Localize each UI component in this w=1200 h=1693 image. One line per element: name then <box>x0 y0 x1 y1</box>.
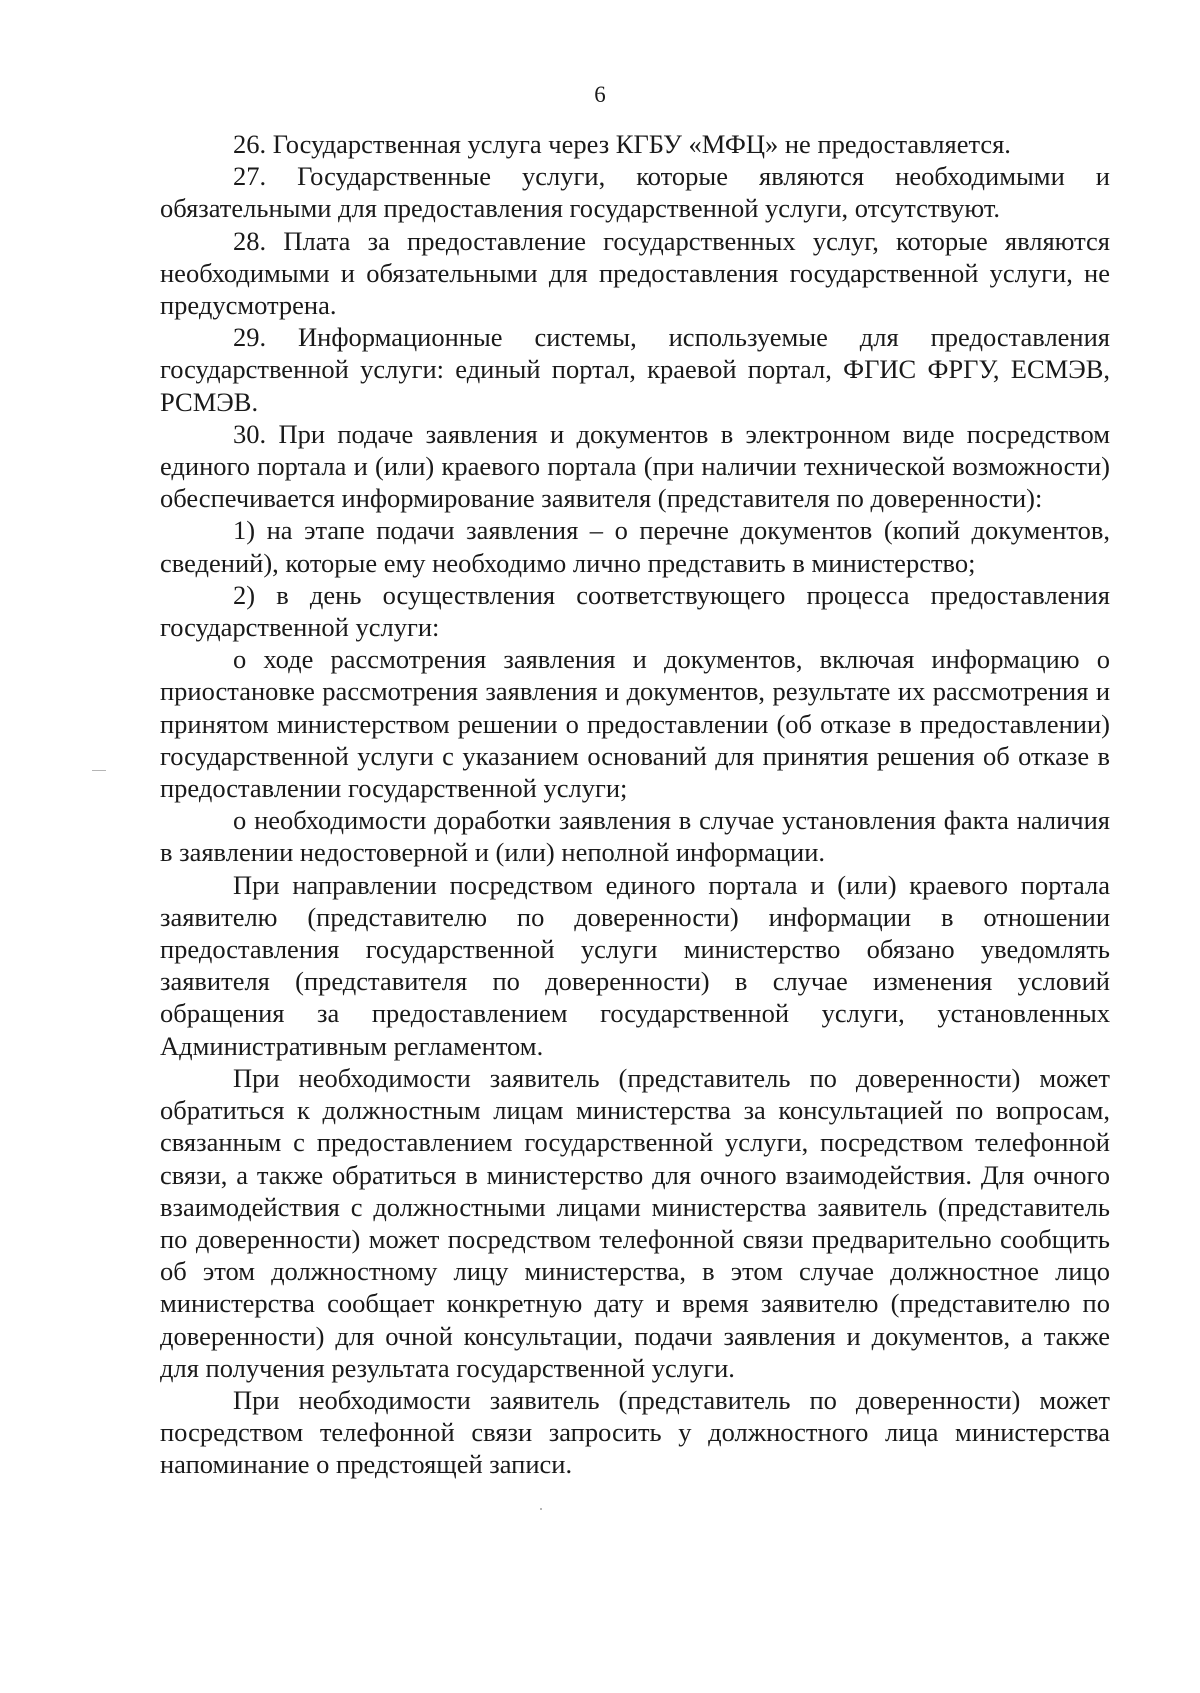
document-body <box>160 128 1110 1481</box>
paragraph-reminder: При необходимости заявитель (представитель по доверенности) может посредством телефонной связи запросить у должностного лица министерства напоминание о предстоящей записи. <box>160 1384 1110 1480</box>
scan-artifact-bottom <box>540 1508 542 1510</box>
paragraph-26: 26. Государственная услуга через КГБУ «МФЦ» не предоставляется. <box>233 129 1011 159</box>
scan-artifact-left <box>92 770 106 771</box>
list-item-2: 2) в день осуществления соответствующего процесса предоставления государственной услуги: <box>160 579 1110 643</box>
paragraph-27: 27. Государственные услуги, которые являются необходимыми и обязательными для предоставления государственной услуги, отсутствуют. <box>160 161 1110 224</box>
paragraph-notification: При направлении посредством единого портала и (или) краевого портала заявителю (представителю по доверенности) информации в отношении предоставления государственной услуги министерство обязано уведомлять заявителя (представителя по доверенности) в случае изменения условий обращения за предоставлением государственной услуги, установленных Административным регламентом. <box>160 869 1110 1061</box>
sub-item-revision: о необходимости доработки заявления в случае установления факта наличия в заявлении недостоверной и (или) неполной информации. <box>160 805 1110 868</box>
page-number: 6 <box>594 82 606 107</box>
paragraph-consultation: При необходимости заявитель (представитель по доверенности) может обратиться к должностным лицам министерства за консультацией по вопросам, связанным с предоставлением государственной услуги, посредством телефонной связи, а также обратиться в министерство для очного взаимодействия. Для очного взаимодействия с должностными лицами министерства заявитель (представитель по доверенности) может посредством телефонной связи предварительно сообщить об этом должностному лицу министерства, в этом случае должностное лицо министерства сообщает конкретную дату и время заявителю (представителю по доверенности) для очной консультации, подачи заявления и документов, а также для получения результата государственной услуги. <box>160 1062 1110 1383</box>
paragraph-30: 30. При подаче заявления и документов в электронном виде посредством единого портала и (или) краевого портала (при наличии технической возможности) обеспечивается информирование заявителя (представителя по доверенности): <box>160 418 1110 514</box>
paragraph-28: 28. Плата за предоставление государственных услуг, которые являются необходимыми и обязательными для предоставления государственной услуги, не предусмотрена. <box>160 225 1110 321</box>
paragraph-29: 29. Информационные системы, используемые для предоставления государственной услуги: единый портал, краевой портал, ФГИС ФРГУ, ЕСМЭВ, РСМЭВ. <box>160 322 1110 417</box>
sub-item-progress: о ходе рассмотрения заявления и документов, включая информацию о приостановке рассмотрения заявления и документов, результате их рассмотрения и принятом министерством решении о предоставлении (об отказе в предоставлении) государственной услуги с указанием оснований для принятия решения об отказе в предоставлении государственной услуги; <box>160 644 1110 804</box>
list-item-1: 1) на этапе подачи заявления – о перечне документов (копий документов, сведений), которые ему необходимо лично представить в министерство; <box>160 515 1110 578</box>
